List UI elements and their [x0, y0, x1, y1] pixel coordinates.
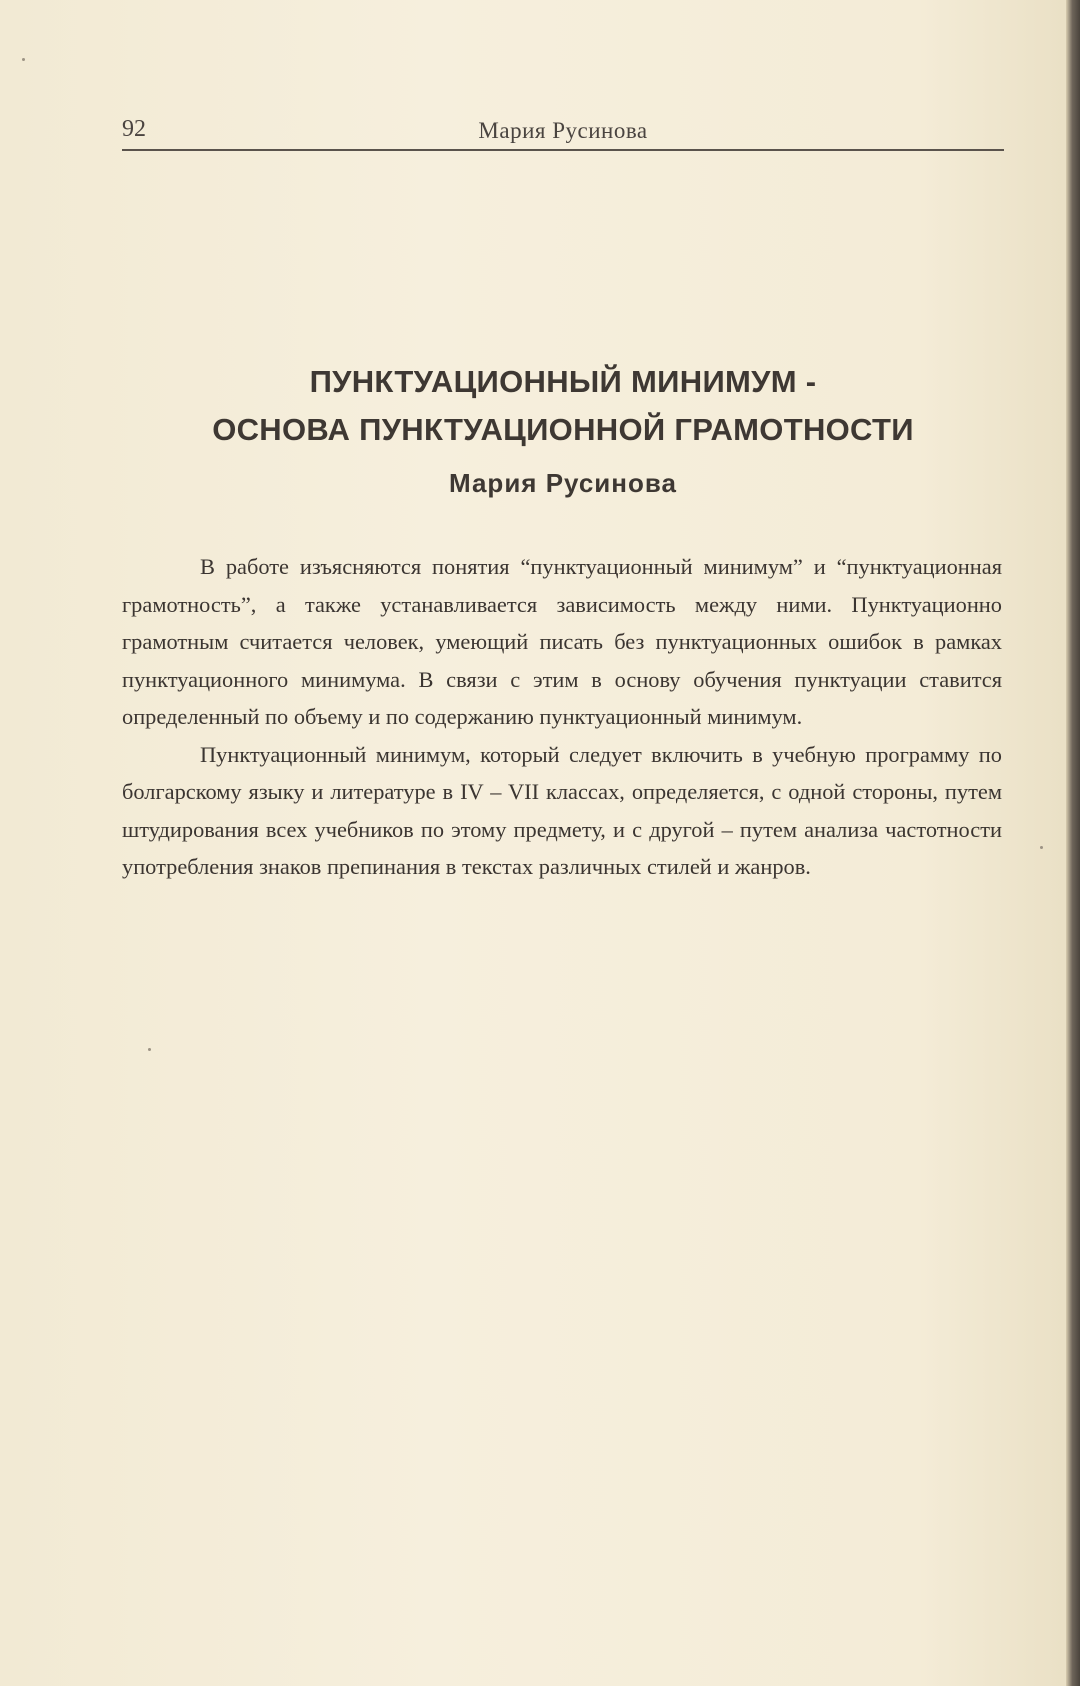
abstract: [122, 548, 1002, 886]
paper-speck: [148, 1048, 151, 1051]
article-author: Мария Русинова: [449, 468, 677, 498]
paper-speck: [22, 58, 25, 61]
abstract-paragraph-2: Пунктуационный минимум, который следует включить в учебную программу по болгарскому языку и литературе в IV – VII классах, определяется, с одной стороны, путем штудирования всех учебников по этому предмету, и с другой – путем анализа частотности употребления знаков препинания в текстах различных стилей и жанров.: [122, 741, 1002, 879]
header-rule: [122, 149, 1004, 151]
page-binding-edge: [1066, 0, 1080, 1686]
page-header: [122, 112, 1004, 146]
page-number: 92: [122, 116, 146, 142]
article-title-line-2: ОСНОВА ПУНКТУАЦИОННОЙ ГРАМОТНОСТИ: [212, 412, 914, 447]
paper-speck: [1040, 846, 1043, 849]
article-title-line-1: ПУНКТУАЦИОННЫЙ МИНИМУМ -: [309, 364, 817, 399]
abstract-paragraph-1: В работе изъясняются понятия “пунктуационный минимум” и “пунктуационная грамотность”, а также устанавливается зависимость между ними. Пунктуационно грамотным считается человек, умеющий писать без пунктуационных ошибок в рамках пунктуационного минимума. В связи с этим в основу обучения пунктуации ставится определенный по объему и по содержанию пунктуационный минимум.: [122, 554, 1002, 729]
running-head: Мария Русинова: [478, 118, 648, 143]
